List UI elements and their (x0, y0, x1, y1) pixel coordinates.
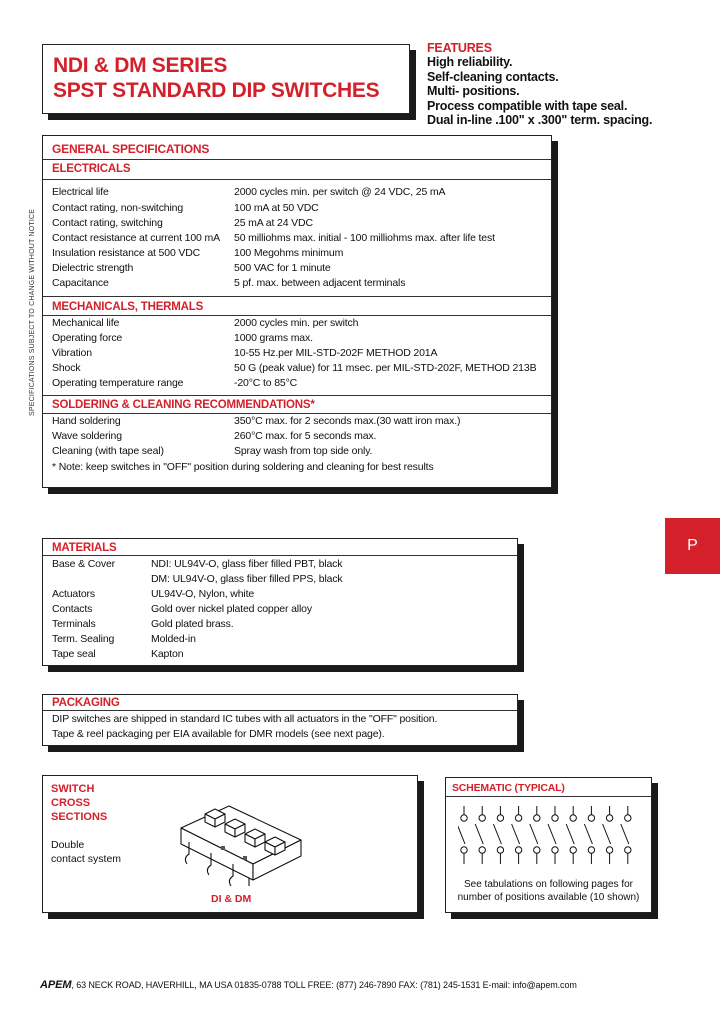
spec-label: Electrical life (52, 186, 109, 198)
spec-label: Operating temperature range (52, 377, 184, 389)
footer-contact (40, 979, 577, 991)
spec-value: 50 milliohms max. initial - 100 milliohms max. after life test (234, 232, 495, 244)
material-value: Molded-in (151, 633, 196, 645)
spec-label: Insulation resistance at 500 VDC (52, 247, 201, 259)
footer-text: , 63 NECK ROAD, HAVERHILL, MA USA 01835-0788 TOLL FREE: (877) 246-7890 FAX: (781) 245-1531 E-mail: info@apem.com (71, 980, 577, 990)
dip-switch-illustration (171, 784, 311, 890)
material-label: Tape seal (52, 648, 96, 660)
series-title: NDI & DM SERIES (53, 54, 228, 77)
material-value: Kapton (151, 648, 184, 660)
specs-change-note: SPECIFICATIONS SUBJECT TO CHANGE WITHOUT NOTICE (29, 208, 36, 416)
feature-item: Process compatible with tape seal. (427, 98, 628, 113)
product-title: SPST STANDARD DIP SWITCHES (53, 79, 380, 102)
material-label: Contacts (52, 603, 93, 615)
spec-label: Contact resistance at current 100 mA (52, 232, 220, 244)
schematic-switch (493, 806, 503, 864)
schematic-heading: SCHEMATIC (TYPICAL) (446, 778, 651, 797)
schematic-box (445, 777, 652, 913)
spec-label: Mechanical life (52, 317, 120, 329)
spec-value: 350°C max. for 2 seconds max.(30 watt iron max.) (234, 415, 461, 427)
spec-label: Wave soldering (52, 430, 122, 442)
material-value: DM: UL94V-O, glass fiber filled PPS, black (151, 573, 343, 585)
spec-label: Cleaning (with tape seal) (52, 445, 164, 457)
packaging-heading: PACKAGING (43, 695, 517, 711)
caption-line: See tabulations on following pages for (463, 879, 633, 890)
electricals-heading: ELECTRICALS (43, 160, 551, 180)
packaging-text: Tape & reel packaging per EIA available for DMR models (see next page). (52, 728, 385, 740)
apem-logo: APEM (40, 979, 72, 991)
material-value: NDI: UL94V-O, glass fiber filled PBT, black (151, 558, 343, 570)
spec-label: Contact rating, non-switching (52, 202, 184, 214)
schematic-switch (584, 806, 594, 864)
title-box (42, 44, 410, 114)
heading-line: SECTIONS (51, 811, 108, 823)
mechanicals-heading: MECHANICALS, THERMALS (43, 296, 551, 316)
spec-value: 5 pf. max. between adjacent terminals (234, 277, 406, 289)
spec-value: 260°C max. for 5 seconds max. (234, 430, 377, 442)
general-specs-heading: GENERAL SPECIFICATIONS (43, 136, 551, 160)
schematic-switch (548, 806, 558, 864)
schematic-switch (530, 806, 540, 864)
spec-value: 2000 cycles min. per switch @ 24 VDC, 25 mA (234, 186, 446, 198)
material-label: Term. Sealing (52, 633, 115, 645)
spec-label: Hand soldering (52, 415, 121, 427)
feature-item: Dual in-line .100" x .300" term. spacing. (427, 113, 653, 128)
spec-label: Shock (52, 362, 81, 374)
feature-item: High reliability. (427, 55, 513, 70)
spec-label: Dielectric strength (52, 262, 134, 274)
schematic-switch (603, 806, 613, 864)
schematic-switch (512, 806, 522, 864)
packaging-box (42, 694, 518, 746)
cross-sections-desc (51, 838, 121, 866)
material-value: UL94V-O, Nylon, white (151, 588, 255, 600)
spec-value: 500 VAC for 1 minute (234, 262, 331, 274)
material-value: Gold over nickel plated copper alloy (151, 603, 312, 615)
spec-label: Capacitance (52, 277, 109, 289)
cross-sections-box (42, 775, 418, 913)
spec-value: 50 G (peak value) for 11 msec. per MIL-STD-202F, METHOD 213B (234, 362, 537, 374)
material-label: Terminals (52, 618, 96, 630)
schematic-caption (446, 878, 651, 904)
materials-heading: MATERIALS (43, 539, 517, 556)
spec-value: 2000 cycles min. per switch (234, 317, 359, 329)
spec-label: Vibration (52, 347, 92, 359)
section-tab-p: P (665, 518, 720, 574)
heading-line: SWITCH (51, 783, 95, 795)
spec-value: 10-55 Hz.per MIL-STD-202F METHOD 201A (234, 347, 438, 359)
material-label: Actuators (52, 588, 96, 600)
spec-value: 100 mA at 50 VDC (234, 202, 319, 214)
schematic-switch (475, 806, 485, 864)
materials-box (42, 538, 518, 666)
schematic-switch (566, 806, 576, 864)
schematic-switch (458, 806, 467, 864)
material-value: Gold plated brass. (151, 618, 234, 630)
features-list (427, 41, 652, 127)
spec-label: Operating force (52, 332, 123, 344)
features-heading: FEATURES (427, 41, 492, 55)
feature-item: Self-cleaning contacts. (427, 69, 559, 84)
heading-line: CROSS (51, 797, 91, 809)
note-text: * Note: keep switches in "OFF" position during soldering and cleaning for best results (52, 461, 434, 473)
spec-value: 100 Megohms minimum (234, 247, 344, 259)
schematic-diagram (458, 806, 644, 868)
spec-value: 25 mA at 24 VDC (234, 217, 313, 229)
cross-section-caption: DI & DM (211, 893, 252, 905)
soldering-heading: SOLDERING & CLEANING RECOMMENDATIONS* (43, 395, 551, 414)
material-label: Base & Cover (52, 558, 115, 570)
spec-value: -20°C to 85°C (234, 377, 298, 389)
spec-value: Spray wash from top side only. (234, 445, 373, 457)
spec-label: Contact rating, switching (52, 217, 163, 229)
cross-sections-heading (51, 782, 107, 824)
desc-line: Double (51, 839, 85, 851)
caption-line: number of positions available (10 shown) (457, 892, 640, 903)
desc-line: contact system (51, 853, 122, 865)
feature-item: Multi- positions. (427, 84, 520, 99)
spec-value: 1000 grams max. (234, 332, 313, 344)
schematic-switch (621, 806, 631, 864)
general-specifications-box (42, 135, 552, 488)
packaging-text: DIP switches are shipped in standard IC tubes with all actuators in the "OFF" position. (52, 713, 438, 725)
